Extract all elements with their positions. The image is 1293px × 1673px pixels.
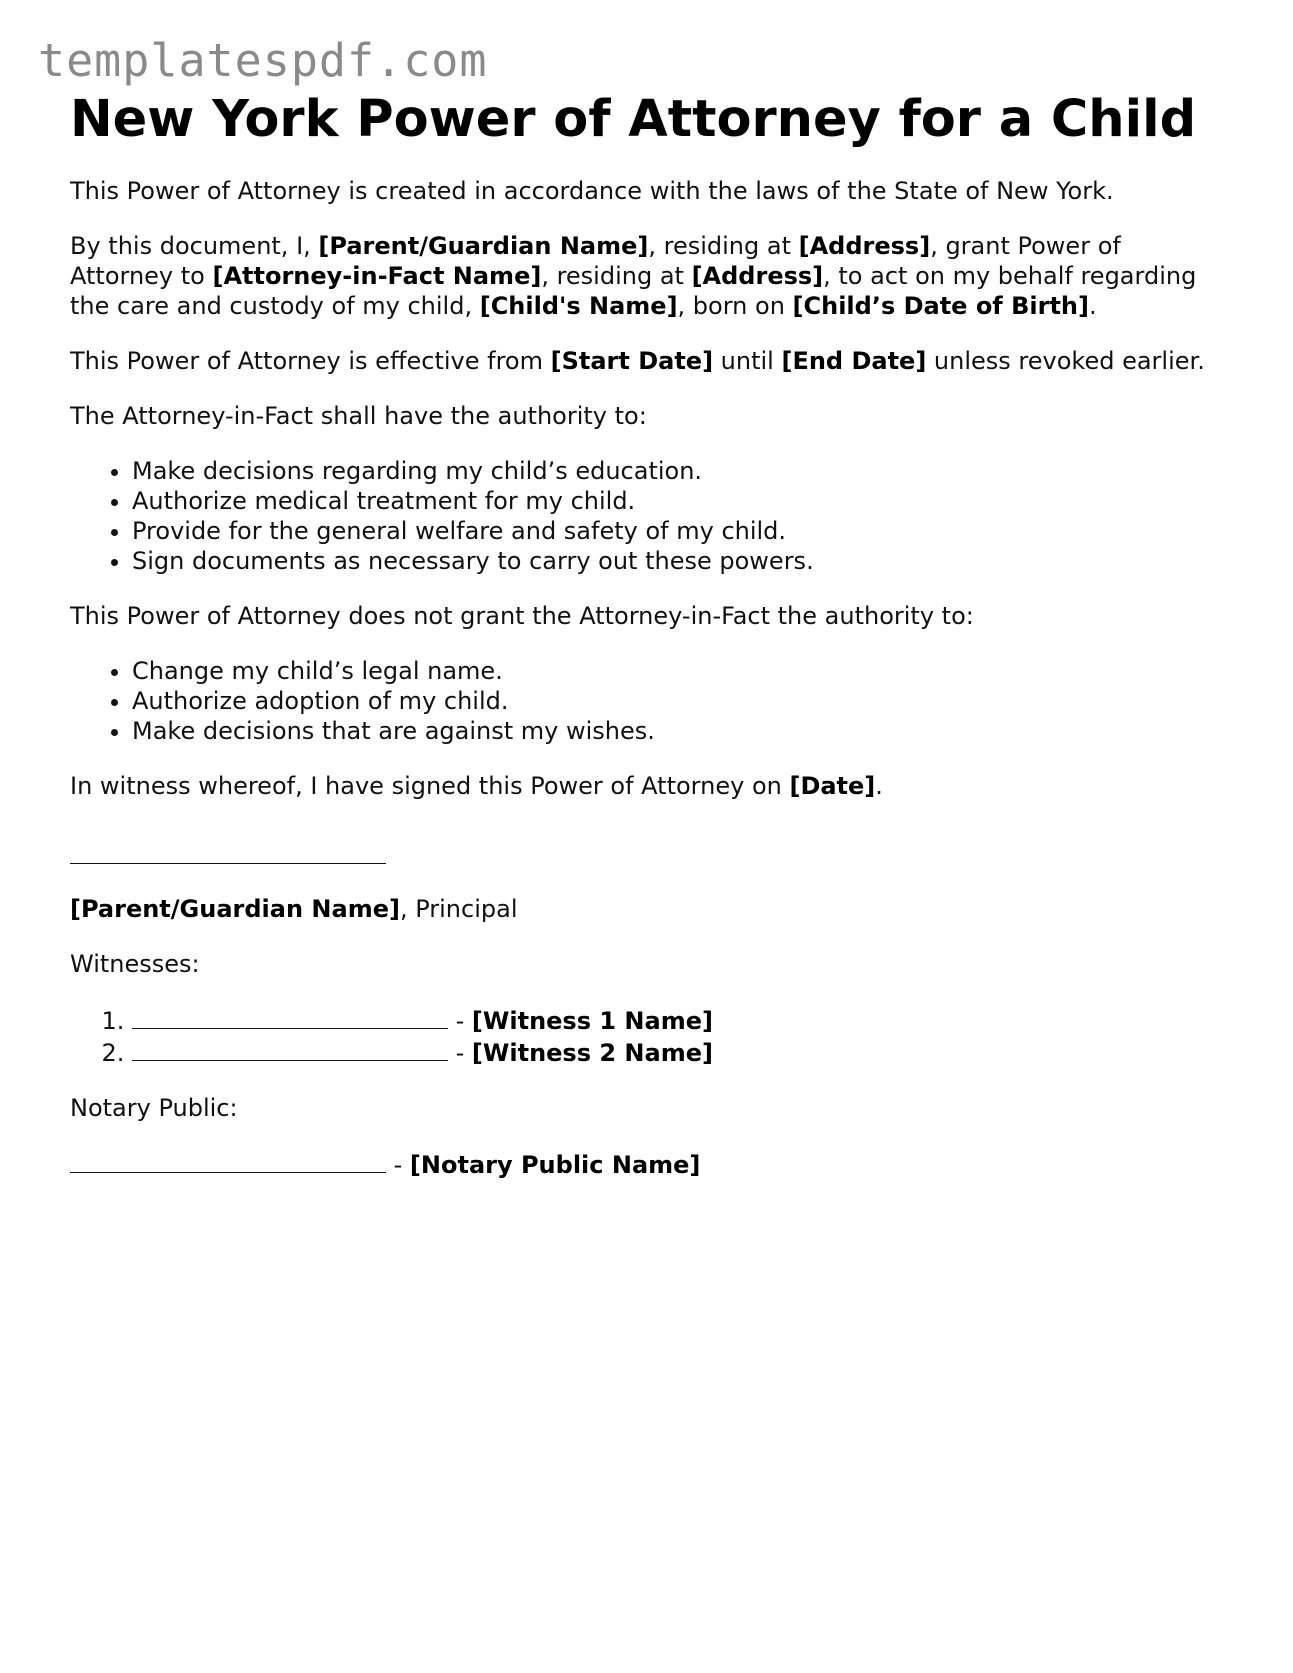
parent-address-field: [Address] — [798, 232, 931, 260]
watermark-logo: templatespdf.com — [38, 34, 488, 87]
child-name-field: [Child's Name] — [479, 292, 678, 320]
start-date-field: [Start Date] — [550, 347, 714, 375]
grant-paragraph: By this document, I, [Parent/Guardian Name], residing at [Address], grant Power of Attorney to [Attorney-in-Fact Name], residing at [Address], to act on my behalf regarding the care and custody of my child, [Child's Name], born on [Child’s Date of Birth]. — [70, 232, 1197, 320]
witness-list — [70, 1004, 1220, 1068]
no-authority-heading: This Power of Attorney does not grant the Attorney-in-Fact the authority to: — [70, 602, 974, 630]
list-item: • Make decisions regarding my child’s education. — [132, 456, 1220, 486]
notary-signature-row: - [Notary Public Name] — [70, 1148, 1220, 1180]
witness-name-field: [Witness 1 Name] — [471, 1007, 713, 1035]
list-item: • Authorize medical treatment for my child. — [132, 486, 1220, 516]
signing-date-field: [Date] — [789, 772, 876, 800]
witness-clause: In witness whereof, I have signed this Power of Attorney on [Date]. — [70, 772, 883, 800]
witness-name-field: [Witness 2 Name] — [471, 1039, 713, 1067]
intro-paragraph: This Power of Attorney is created in accordance with the laws of the State of New York. — [70, 177, 1114, 205]
principal-signature-row — [70, 839, 1220, 869]
notary-name-field: [Notary Public Name] — [409, 1151, 701, 1179]
witnesses-label: Witnesses: — [70, 950, 200, 978]
effective-paragraph: This Power of Attorney is effective from [Start Date] until [End Date] unless revoked earlier. — [70, 347, 1205, 375]
witness-signature-line — [132, 1036, 448, 1061]
principal-name-field: [Parent/Guardian Name] — [70, 895, 400, 923]
attorney-address-field: [Address] — [691, 262, 824, 290]
notary-signature-line — [70, 1148, 386, 1173]
witness-item: 1. - [Witness 1 Name] — [132, 1004, 1220, 1036]
list-item: • Change my child’s legal name. — [132, 656, 1220, 686]
no-authority-list — [70, 656, 1220, 746]
child-dob-field: [Child’s Date of Birth] — [792, 292, 1089, 320]
list-item: • Make decisions that are against my wishes. — [132, 716, 1220, 746]
authority-heading: The Attorney-in-Fact shall have the authority to: — [70, 402, 647, 430]
principal-signature-line — [70, 839, 386, 864]
attorney-name-field: [Attorney-in-Fact Name] — [212, 262, 542, 290]
list-item: • Sign documents as necessary to carry out these powers. — [132, 546, 1220, 576]
document-title: New York Power of Attorney for a Child — [70, 90, 1197, 149]
principal-label: [Parent/Guardian Name], Principal — [70, 895, 518, 923]
list-item: • Provide for the general welfare and safety of my child. — [132, 516, 1220, 546]
authority-list — [70, 456, 1220, 576]
witness-item: 2. - [Witness 2 Name] — [132, 1036, 1220, 1068]
document-body — [70, 86, 1220, 1205]
list-item: • Authorize adoption of my child. — [132, 686, 1220, 716]
parent-name-field: [Parent/Guardian Name] — [318, 232, 649, 260]
notary-label: Notary Public: — [70, 1094, 238, 1122]
end-date-field: [End Date] — [781, 347, 927, 375]
witness-signature-line — [132, 1004, 448, 1029]
